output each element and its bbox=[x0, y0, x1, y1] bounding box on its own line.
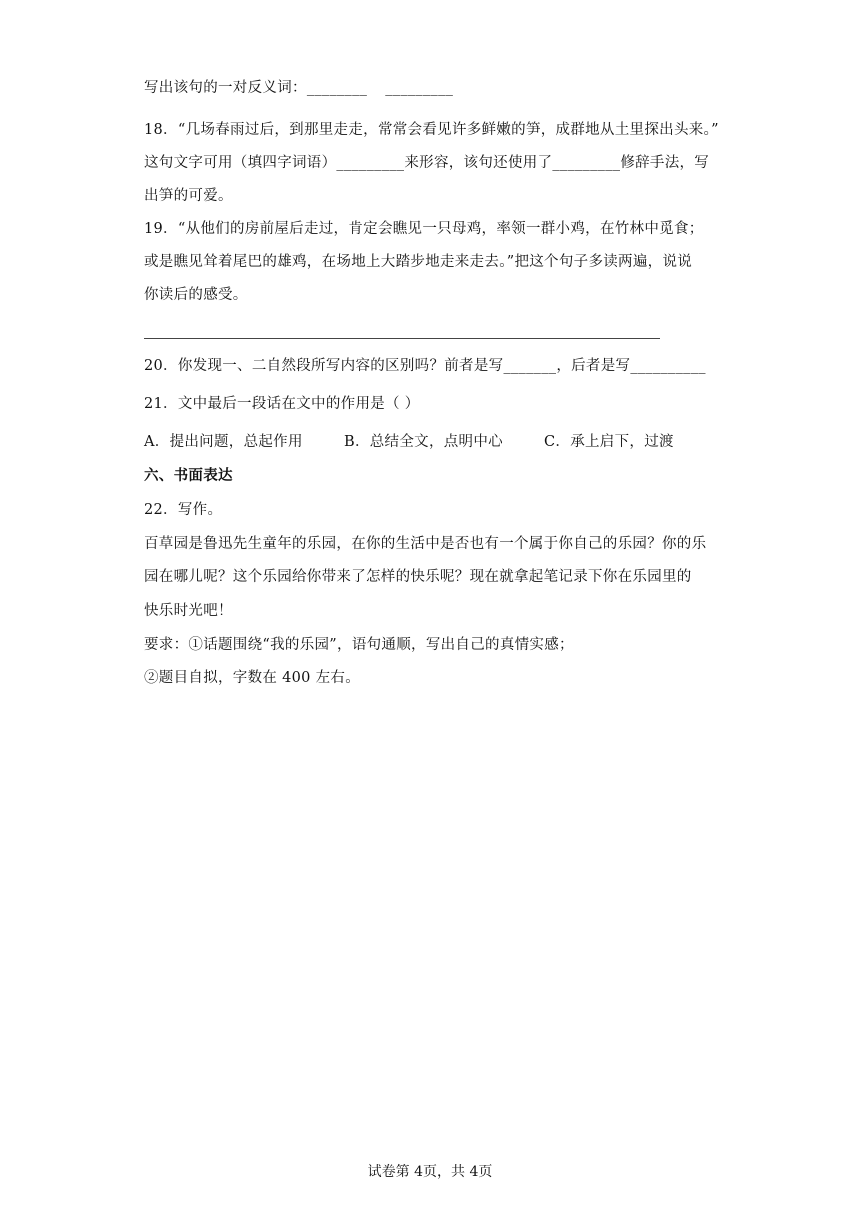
q18-text-a: 这句文字可用（填四字词语） bbox=[144, 155, 337, 171]
q17-blank-1: ________ bbox=[306, 80, 368, 96]
q22-para-line-2: 园在哪儿呢？这个乐园给你带来了怎样的快乐呢？现在就拿起笔记录下你在乐园里的 bbox=[144, 569, 692, 585]
q22-para-line-3: 快乐时光吧！ bbox=[144, 603, 233, 619]
q20-text-a: 20．你发现一、二自然段所写内容的区别吗？前者是写 bbox=[144, 358, 504, 374]
q20-blank-1: _______ bbox=[503, 358, 557, 374]
q20-text-b: ，后者是写 bbox=[556, 358, 631, 374]
q19-line-3: 你读后的感受。 bbox=[144, 287, 248, 303]
page-footer: 试卷第 4页，共 4页 bbox=[367, 1164, 493, 1180]
q18-line-3: 出笋的可爱。 bbox=[144, 188, 233, 204]
q22-requirement-2: ②题目自拟，字数在 400 左右。 bbox=[144, 670, 360, 686]
q19-line-2: 或是瞧见耸着尾巴的雄鸡，在场地上大踏步地走来走去。”把这个句子多读两遍，说说 bbox=[144, 254, 693, 270]
q18-line-1: 18．“几场春雨过后，到那里走走，常常会看见许多鲜嫩的笋，成群地从土里探出头来。” bbox=[144, 122, 719, 138]
q18-text-b: 来形容，该句还使用了 bbox=[404, 155, 553, 171]
q18-blank-2: _________ bbox=[552, 155, 621, 171]
q18-blank-1: _________ bbox=[336, 155, 405, 171]
q19-answer-line bbox=[144, 338, 660, 339]
q22-stem: 22．写作。 bbox=[144, 502, 223, 518]
q21-stem: 21．文中最后一段话在文中的作用是（ ） bbox=[144, 396, 420, 412]
q20-blank-2: __________ bbox=[630, 358, 706, 374]
q22-requirement-1: 要求：①话题围绕“我的乐园”，语句通顺，写出自己的真情实感； bbox=[144, 637, 574, 653]
q22-para-line-1: 百草园是鲁迅先生童年的乐园，在你的生活中是否也有一个属于你自己的乐园？你的乐 bbox=[144, 536, 707, 552]
q17-antonym-line bbox=[144, 78, 453, 98]
q21-option-b: B．总结全文，点明中心 bbox=[344, 434, 503, 450]
q18-line-2 bbox=[144, 153, 709, 173]
q21-option-a: A．提出问题，总起作用 bbox=[144, 434, 303, 450]
q17-blank-2: _________ bbox=[385, 80, 454, 96]
q21-option-c: C．承上启下，过渡 bbox=[544, 434, 674, 450]
section-heading: 六、书面表达 bbox=[144, 467, 233, 484]
q17-antonym-prompt: 写出该句的一对反义词： bbox=[144, 80, 307, 96]
q20-line bbox=[144, 356, 706, 376]
q18-text-c: 修辞手法，写 bbox=[620, 155, 710, 171]
q21-options bbox=[144, 432, 674, 452]
q19-line-1: 19．“从他们的房前屋后走过，肯定会瞧见一只母鸡，率领一群小鸡，在竹林中觅食； bbox=[144, 221, 704, 237]
